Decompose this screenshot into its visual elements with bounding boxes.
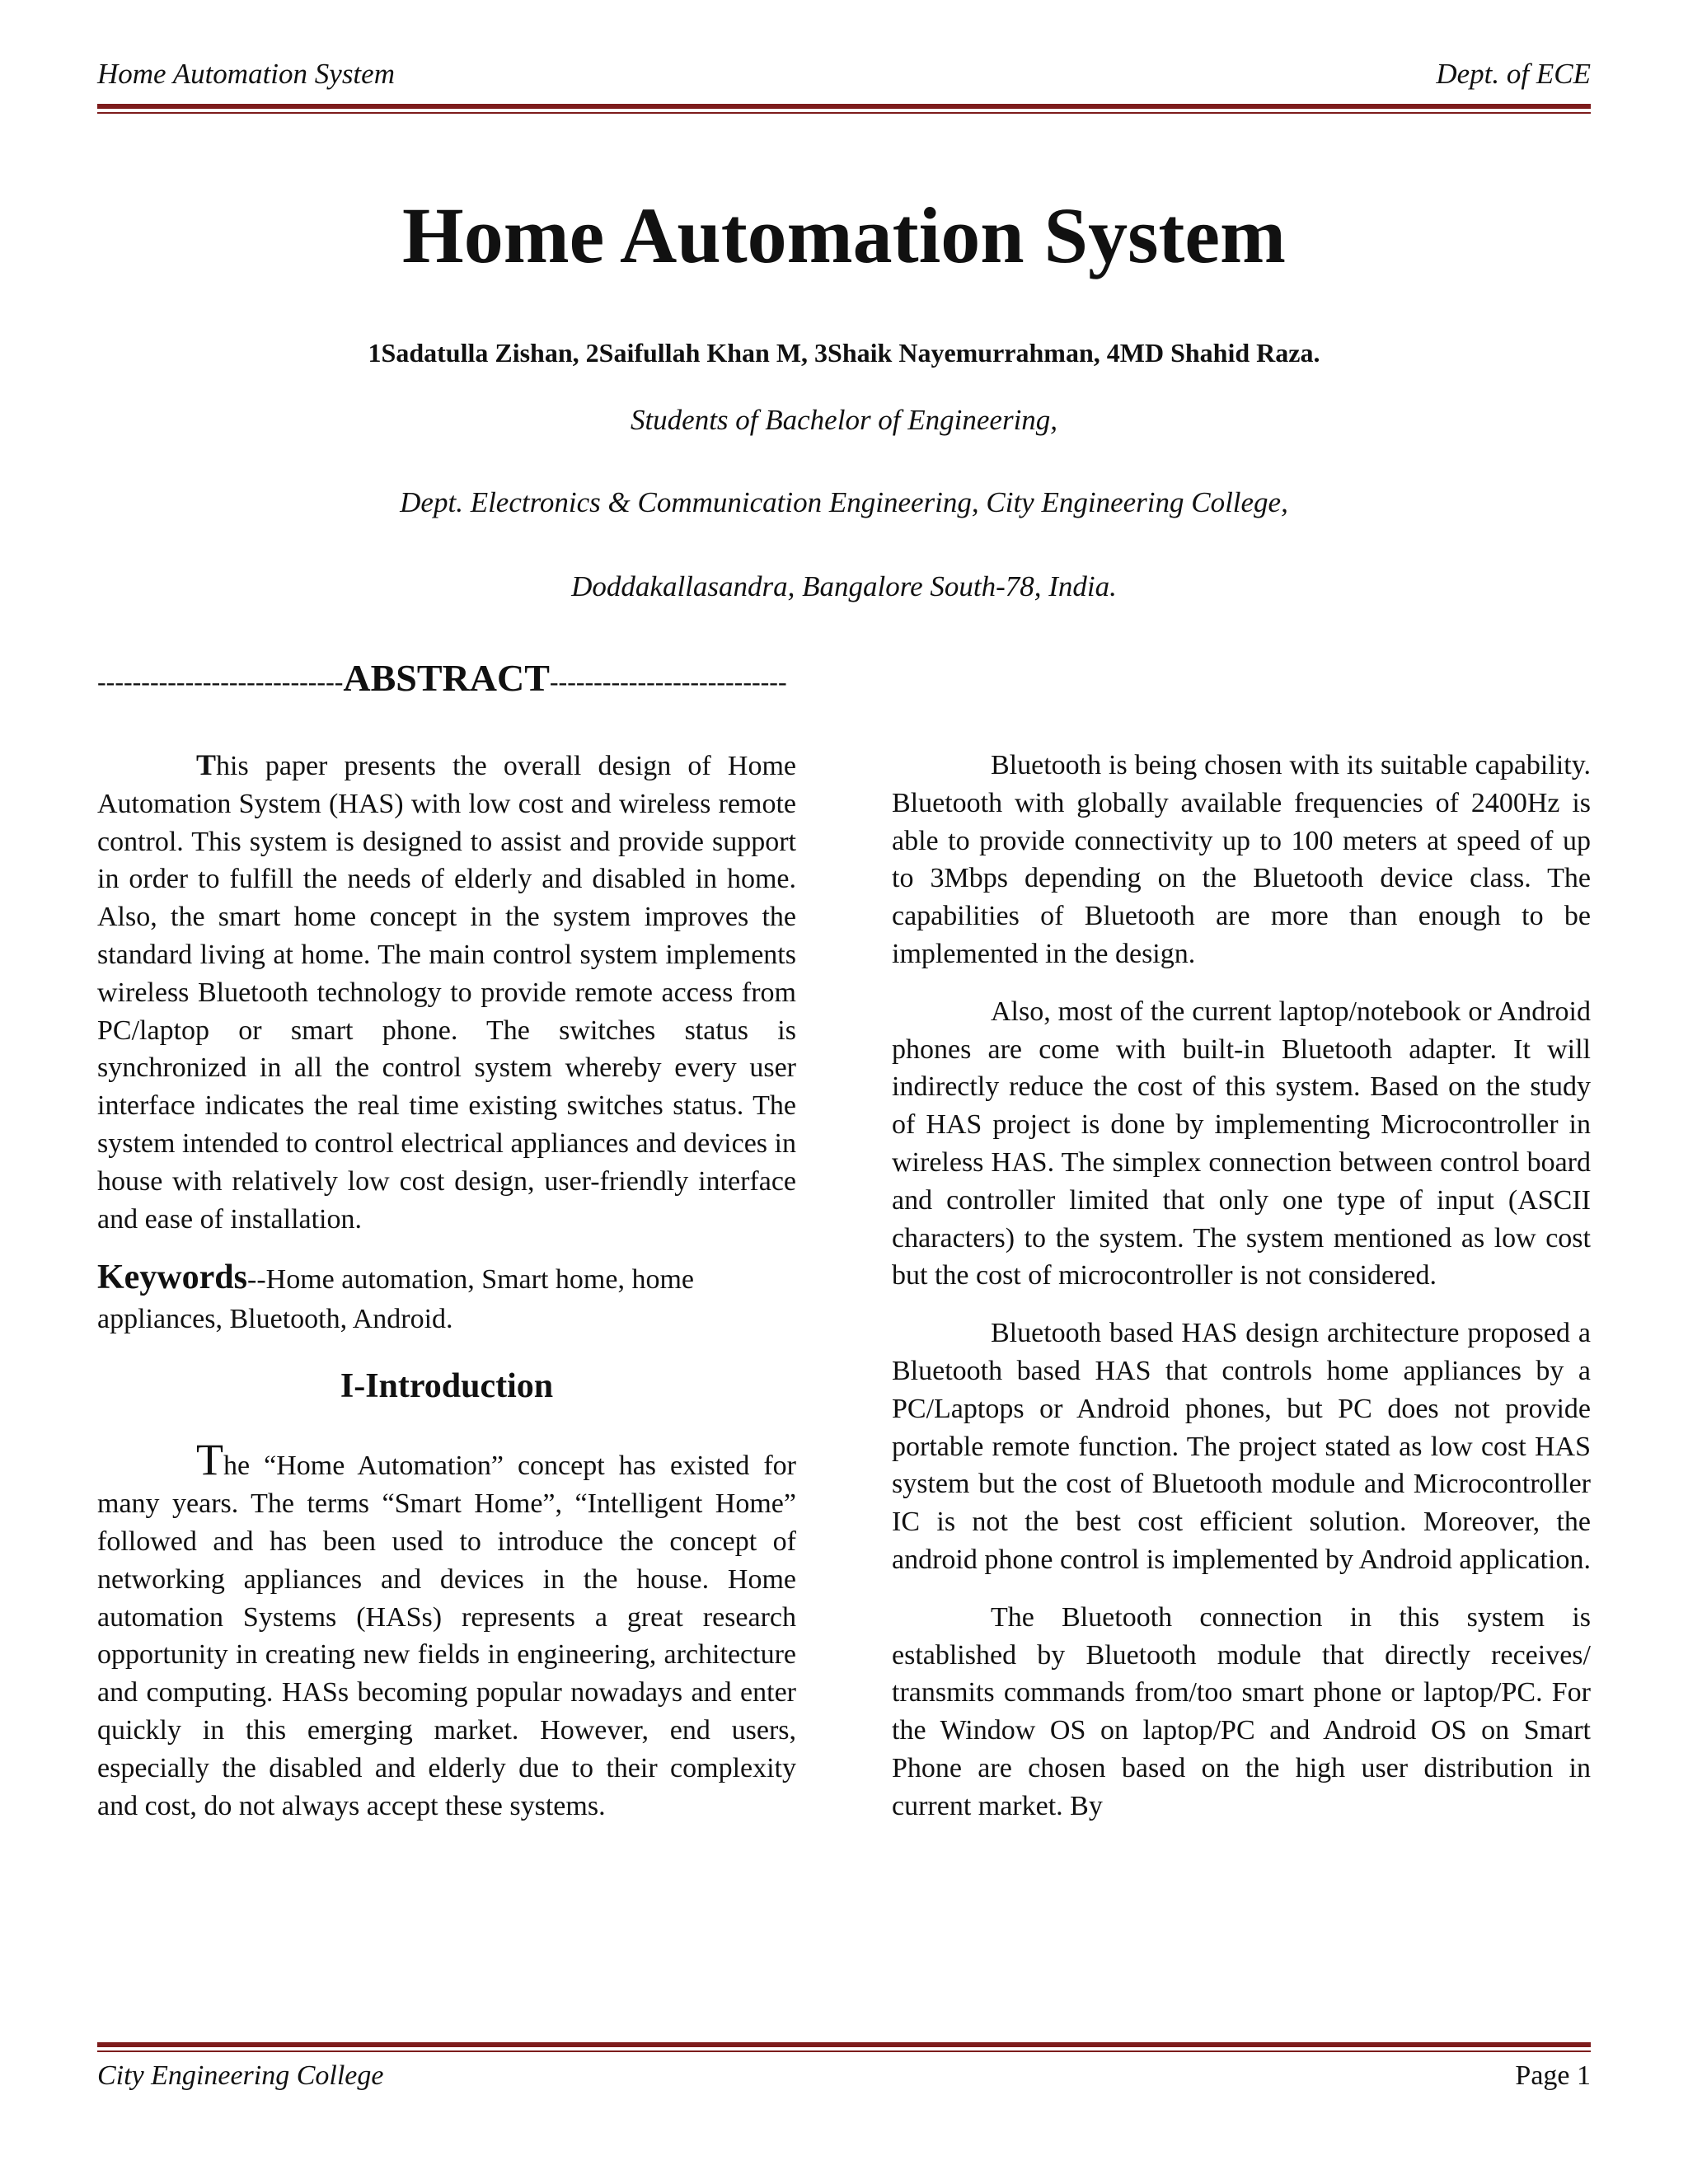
introduction-drop-letter: T (196, 1435, 223, 1485)
bluetooth-paragraph-3: Bluetooth based HAS design architecture proposed a Bluetooth based HAS that controls home appliances by a PC/Laptops or Android phones, but PC does not provide portable remote function. The project stated as low cost HAS system but the cost of Bluetooth module and Microcontroller IC is not the best cost efficient solution. Moreover, the android phone control is implemented by Android application. (892, 1318, 1591, 1575)
introduction-text: he “Home Automation” concept has existed for many years. The terms “Smart Home”, “Intelligent Home” followed and has been used to introduce the concept of networking appliances and devices in the house. Home automation Systems (HASs) represents a great research opportunity in creating new fields in engineering, architecture and computing. HASs becoming popular nowadays and enter quickly in this emerging market. However, end users, especially the disabled and elderly due to their complexity and cost, do not always accept these systems. (97, 1451, 796, 1821)
abstract-heading (97, 656, 787, 700)
author-list: 1Sadatulla Zishan, 2Saifullah Khan M, 3Shaik Nayemurrahman, 4MD Shahid Raza. (368, 338, 1320, 368)
abstract-first-letter: T (196, 748, 217, 781)
keywords-label: Keywords (97, 1258, 247, 1297)
abstract-dashes-left: ---------------------------- (97, 667, 344, 696)
affiliation-line-1: Students of Bachelor of Engineering, (630, 404, 1058, 436)
abstract-text: his paper presents the overall design of Home Automation System (HAS) with low cost and wireless remote control. This system is designed to assist and provide support in order to fulfill the needs of elderly and disabled in home. Also, the smart home concept in the system improves the standard living at home. The main control system implements wireless Bluetooth technology to provide remote access from PC/laptop or smart phone. The switches status is synchronized in all the control system whereby every user interface indicates the real time existing switches status. The system intended to control electrical appliances and devices in house with relatively low cost design, user-friendly interface and ease of installation. (97, 751, 796, 1235)
page-number: Page 1 (1515, 2060, 1591, 2091)
abstract-dashes-right: --------------------------- (549, 667, 787, 696)
introduction-paragraph (97, 1435, 796, 1825)
section-heading-introduction: I-Introduction (340, 1367, 554, 1406)
affiliation-line-2: Dept. Electronics & Communication Engineering, City Engineering College, (400, 486, 1288, 518)
footer-rule-thick (97, 2042, 1591, 2047)
header-right-text: Dept. of ECE (1436, 58, 1591, 90)
header-rule-thick (97, 104, 1591, 109)
abstract-label: ABSTRACT (343, 657, 550, 699)
running-header (97, 59, 1591, 88)
bluetooth-paragraph-1: Bluetooth is being chosen with its suitable capability. Bluetooth with globally available frequencies of 2400Hz is able to provide connectivity up to 100 meters at speed of up to 3Mbps depending on the Bluetooth device class. The capabilities of Bluetooth are more than enough to be implemented in the design. (892, 750, 1591, 969)
abstract-paragraph (97, 747, 796, 1238)
paper-title: Home Automation System (402, 191, 1286, 279)
right-column (892, 747, 1591, 1845)
keywords-text: --Home automation, Smart home, home appliances, Bluetooth, Android. (97, 1264, 694, 1335)
running-footer (97, 2062, 1591, 2090)
bluetooth-paragraph-4: The Bluetooth connection in this system is established by Bluetooth module that directly receives/ transmits commands from/too smart phone or laptop/PC. For the Window OS on laptop/PC and Android OS on Smart Phone are chosen based on the high user distribution in current market. By (892, 1601, 1591, 1821)
footer-rule-thin (97, 2050, 1591, 2052)
left-column (97, 747, 796, 1844)
keywords (97, 1258, 796, 1339)
header-left-text: Home Automation System (97, 58, 395, 90)
affiliation-line-3: Doddakallasandra, Bangalore South-78, India. (571, 570, 1117, 602)
bluetooth-paragraph-2: Also, most of the current laptop/notebook or Android phones are come with built-in Bluetooth adapter. It will indirectly reduce the cost of this system. Based on the study of HAS project is done by implementing Microcontroller in wireless HAS. The simplex connection between control board and controller limited that only one type of input (ASCII characters) to the system. The system mentioned as low cost but the cost of microcontroller is not considered. (892, 996, 1591, 1291)
header-rule-thin (97, 112, 1591, 114)
footer-left-text: City Engineering College (97, 2060, 384, 2091)
